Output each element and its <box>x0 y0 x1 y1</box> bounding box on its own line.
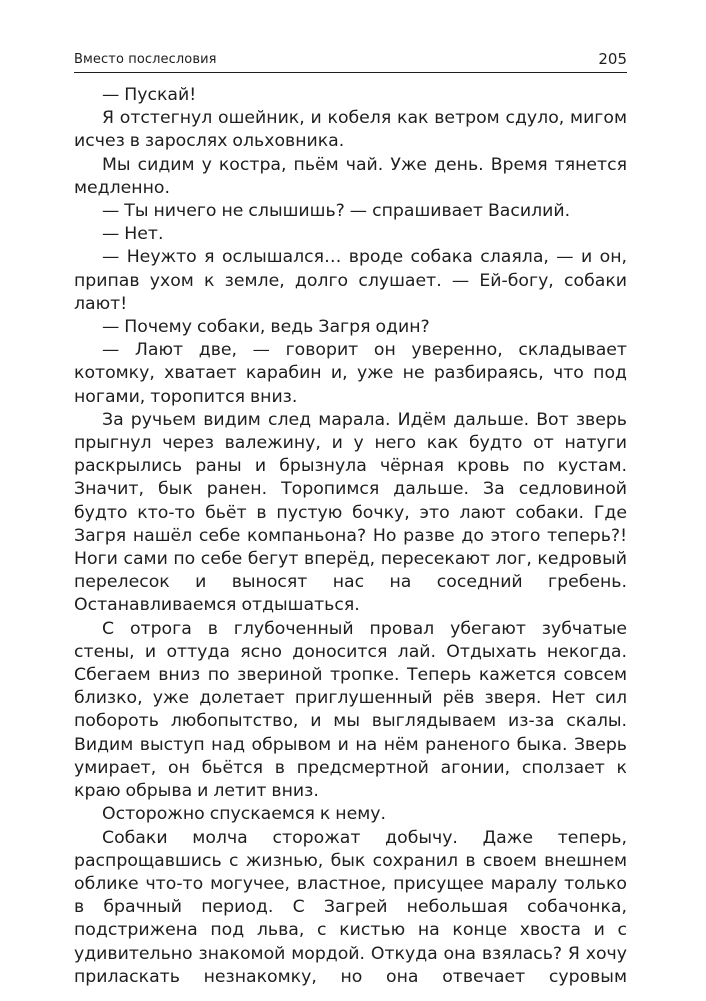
page-number: 205 <box>598 50 627 68</box>
paragraph: Я отстегнул ошейник, и кобеля как ветром сдуло, мигом исчез в зарослях ольховника. <box>74 108 627 152</box>
paragraph: — Пускай! <box>102 85 197 105</box>
paragraph: С отрога в глубоченный провал убегают зубчатые стены, и оттуда ясно доносится лай. Отдыхать некогда. Сбегаем вниз по звериной тропке. Теперь кажется совсем близко, уже долетает приглушенный рёв зверя. Нет сил побороть любопытство, и мы выглядываем из-за скалы. Видим выступ над обрывом и на нём раненого быка. Зверь умирает, он бьётся в предсмертной агонии, сползает к краю обрыва и летит вниз. <box>74 618 627 802</box>
paragraph: Мы сидим у костра, пьём чай. Уже день. Время тянется медленно. <box>74 154 627 198</box>
paragraph: — Лают две, — говорит он уверенно, складывает котомку, хватает карабин и, уже не разбираясь, что под ногами, торопится вниз. <box>74 340 627 407</box>
paragraph: — Нет. <box>102 224 164 245</box>
paragraph: За ручьем видим след марала. Идём дальше. Вот зверь прыгнул через валежину, и у него как будто от натуги раскрылись раны и брызнула чёрная кровь по кустам. Значит, бык ранен. Торопимся дальше. За седловиной будто кто-то бьёт в пустую бочку, это лают собаки. Где Загря нашёл себе компаньона? Но разве до этого теперь?! Ноги сами по себе бегут вперёд, пересекают лог, кедровый перелесок и выносят нас на соседний гребень. Останавливаемся отдышаться. <box>74 409 627 616</box>
body-text <box>74 84 627 989</box>
paragraph: — Ты ничего не слышишь? — спрашивает Василий. <box>102 201 571 222</box>
running-title: Вместо послесловия <box>74 52 217 67</box>
paragraph: Осторожно спускаемся к нему. <box>102 804 386 825</box>
paragraph: — Неужто я ослышался… вроде собака слаяла, — и он, припав ухом к земле, долго слушает. — Ей-богу, собаки лают! <box>74 247 627 314</box>
paragraph: — Почему собаки, ведь Загря один? <box>102 317 430 338</box>
running-header <box>74 50 627 73</box>
paragraph: Собаки молча сторожат добычу. Даже теперь, распрощавшись с жизнью, бык сохранил в своем внешнем облике что-то могучее, властное, присущее маралу только в брачный период. С Загрей небольшая собачонка, подстрижена под льва, с кистью на конце хвоста и с удивительно знакомой мордой. Откуда она взялась? Я хочу приласкать незнакомку, но она отвечает суровым <box>74 827 627 987</box>
